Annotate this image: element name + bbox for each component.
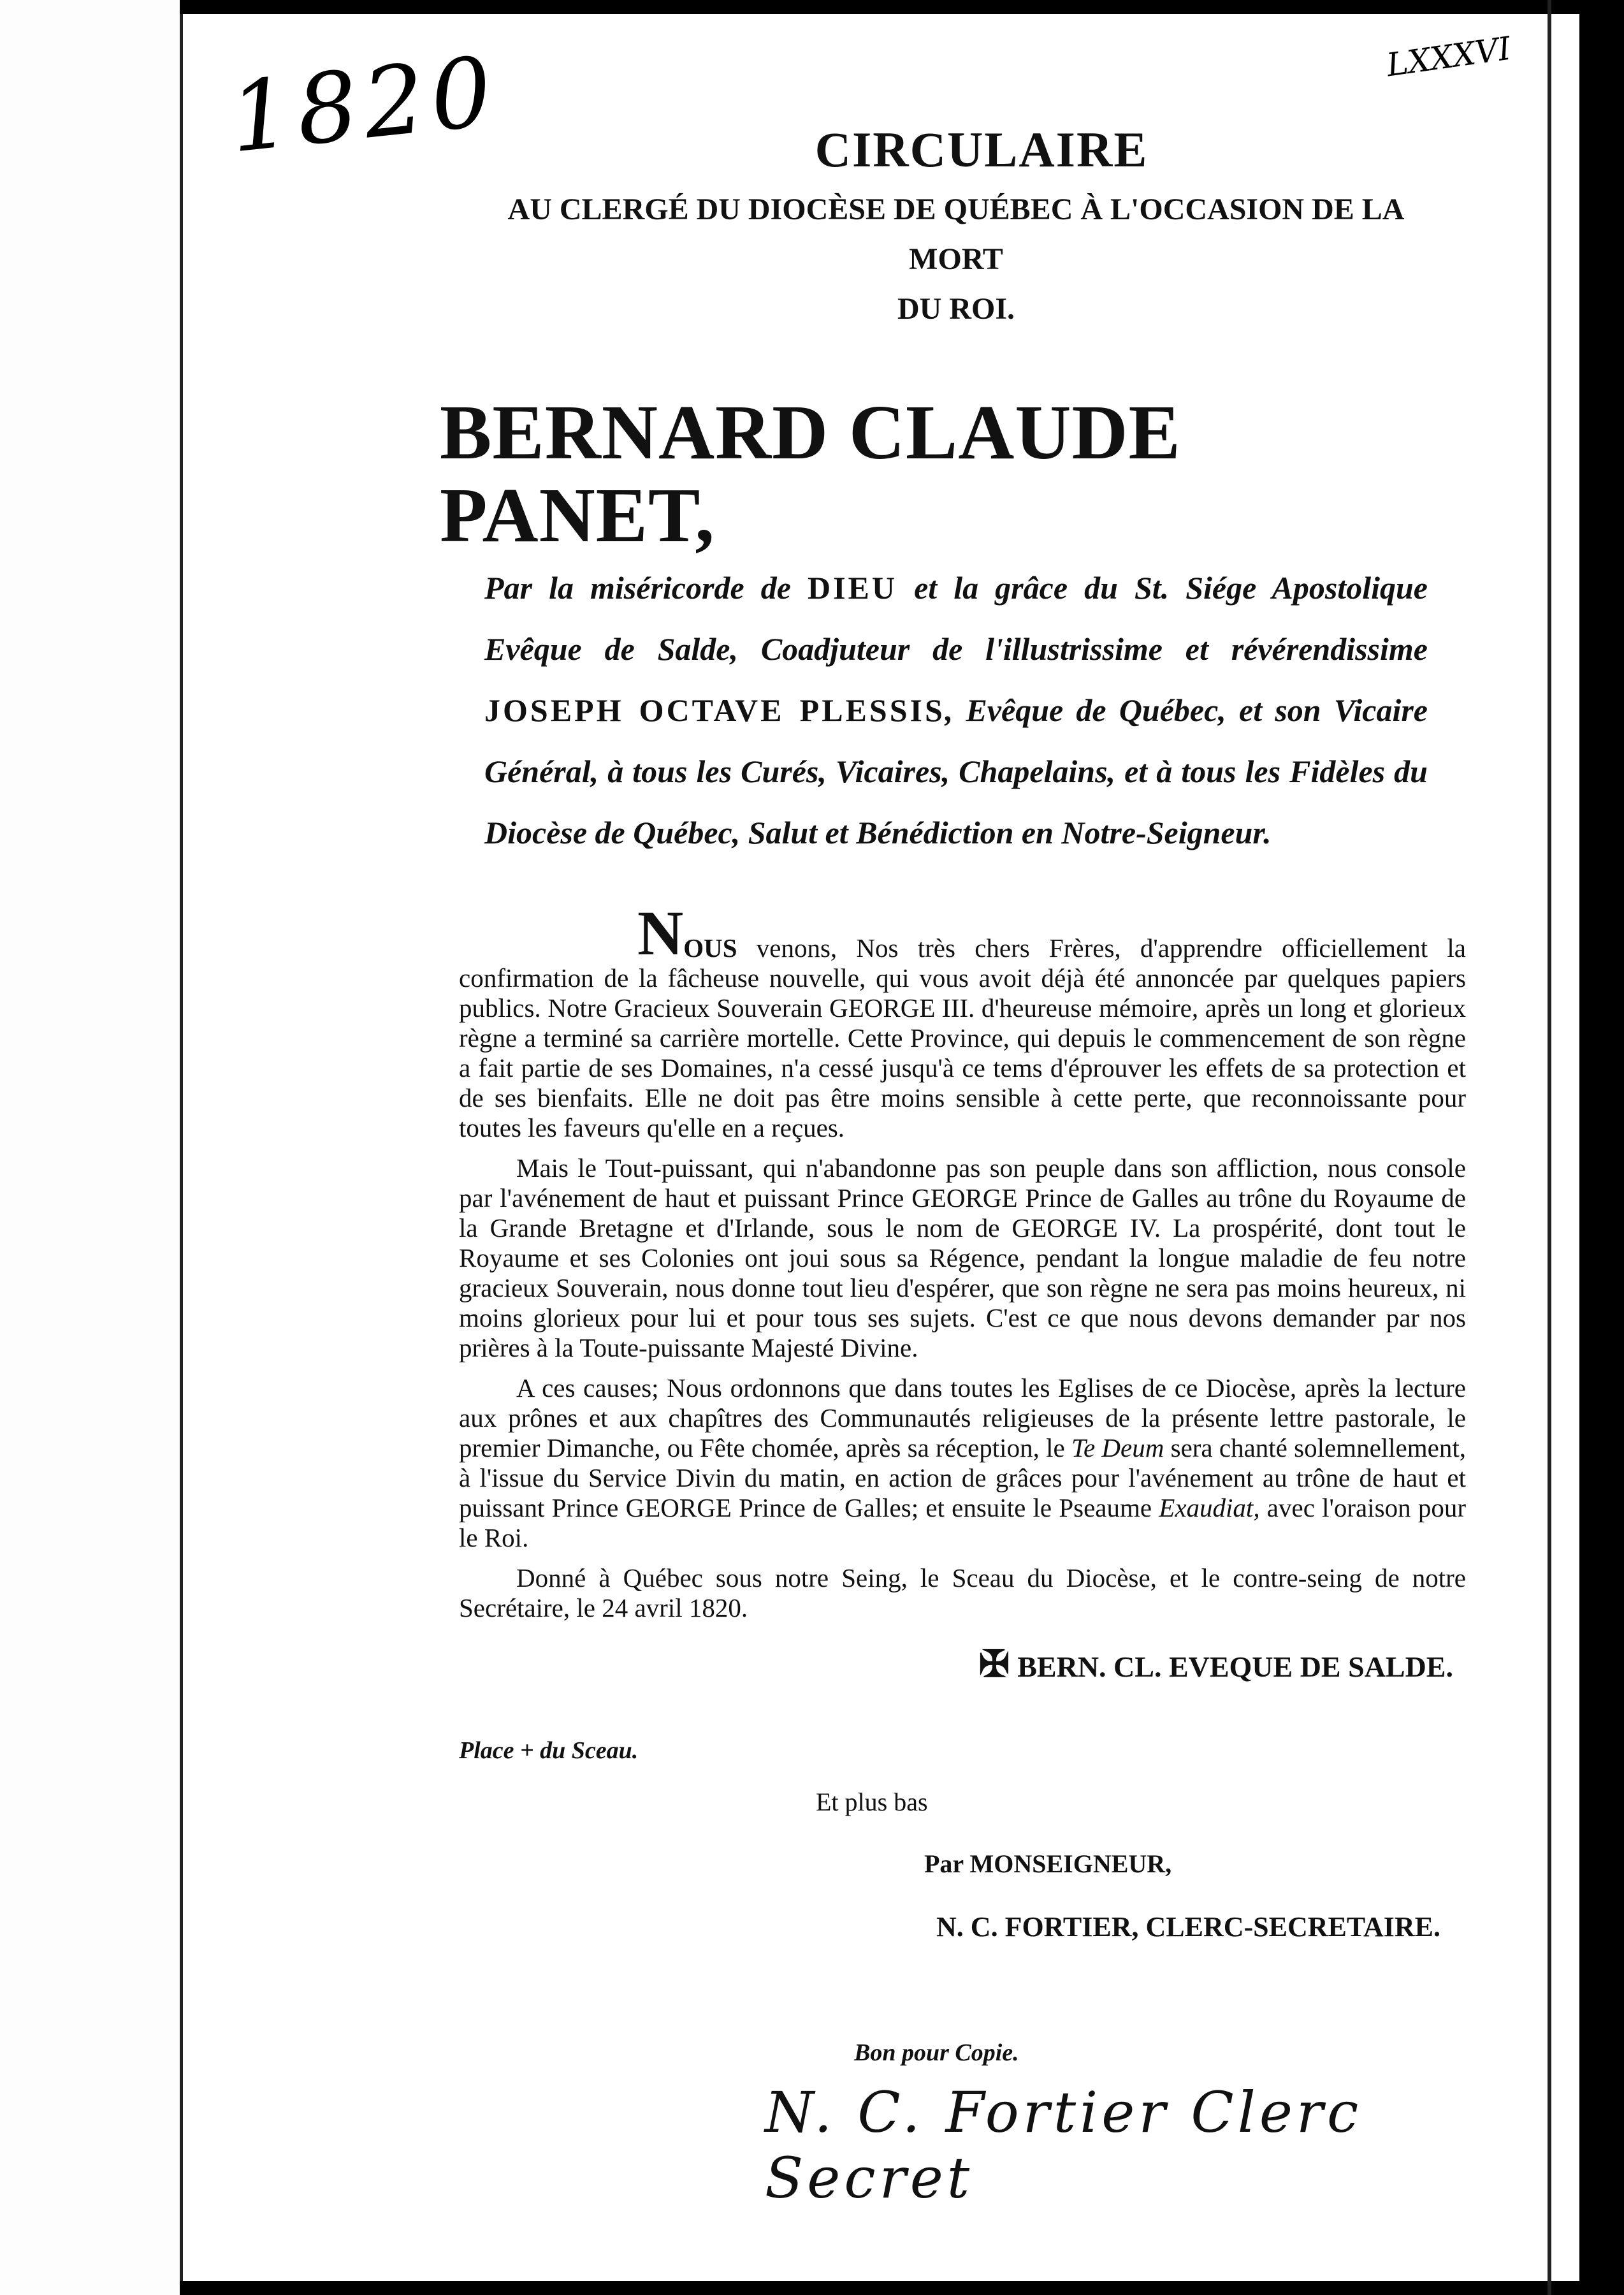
document-content bbox=[433, 121, 1466, 2211]
cross-icon: ✠ bbox=[978, 1643, 1010, 1685]
bishop-signature bbox=[433, 1642, 1453, 1686]
par-monseigneur: Par MONSEIGNEUR, bbox=[924, 1849, 1172, 1878]
paragraph-4: Donné à Québec sous notre Seing, le Sceau du Diocèse, et le contre-seing de notre Secrétaire, le 24 avril 1820. bbox=[459, 1563, 1466, 1622]
issuer-intro bbox=[484, 557, 1428, 863]
right-inner-border bbox=[1548, 0, 1551, 2295]
bottom-border bbox=[180, 2281, 1579, 2295]
paragraph-3 bbox=[459, 1373, 1466, 1553]
paragraph-3-part-a: A ces causes; Nous ordonnons que dans toutes les Eglises de ce Diocèse, après la lecture aux prônes et aux chapîtres des Communautés religieuses de la présente lettre pastorale, le premier Dimanche, ou Fête chomée, après sa réception, le bbox=[459, 1373, 1466, 1462]
drop-cap: N bbox=[637, 898, 684, 968]
intro-part-1: Par la miséricorde de bbox=[484, 570, 808, 606]
right-edge bbox=[1579, 0, 1624, 2295]
document-subtitle bbox=[433, 185, 1453, 334]
top-border bbox=[180, 0, 1579, 14]
fold-line bbox=[180, 0, 183, 2295]
document-title: CIRCULAIRE bbox=[815, 122, 1149, 177]
paragraph-1 bbox=[459, 898, 1466, 1143]
subtitle-line-1: AU CLERGÉ DU DIOCÈSE DE QUÉBEC À L'OCCASION DE LA MORT bbox=[507, 193, 1405, 276]
paragraph-1-opening: OUS bbox=[683, 933, 737, 963]
intro-part-2: et la grâce du St. Siége Apostolique Evêque de Salde, Coadjuteur de l'illustrissime et révérendissime bbox=[484, 570, 1428, 667]
handwritten-signature: N. C. Fortier Clerc Secret bbox=[765, 2080, 1363, 2211]
issuer-name: BERNARD CLAUDE PANET, bbox=[440, 390, 1181, 558]
paragraph-3-part-c: avec l'oraison pour le Roi. bbox=[459, 1493, 1466, 1552]
bishop-signature-text: BERN. CL. EVEQUE DE SALDE. bbox=[1017, 1650, 1453, 1683]
document-body bbox=[459, 898, 1466, 1623]
paragraph-2: Mais le Tout-puissant, qui n'abandonne pas son peuple dans son affliction, nous console par l'avénement de haut et puissant Prince GEORGE Prince de Galles au trône du Royaume de la Grande Bretagne et d'Irlande, sous le nom de GEORGE IV. La prospérité, dont tout le Royaume et ses Colonies ont joui sous sa Régence, pendant la longue maladie de feu notre gracieux Souverain, nous donne tout lieu d'espérer, que son règne ne sera pas moins heureux, ni moins glorieux pour lui et pour tous ses sujets. C'est ce que nous devons demander par nos prières à la Toute-puissante Majesté Divine. bbox=[459, 1153, 1466, 1362]
te-deum: Te Deum bbox=[1071, 1433, 1164, 1462]
handwritten-corner-note: LXXXVI bbox=[1384, 29, 1513, 84]
secretary-signature: N. C. FORTIER, CLERC-SECRETAIRE. bbox=[936, 1911, 1440, 1942]
seal-placeholder: Place + du Sceau. bbox=[459, 1737, 639, 1764]
intro-dieu: DIEU bbox=[807, 570, 897, 606]
handwritten-year: 1820 bbox=[224, 36, 504, 175]
subtitle-line-2: DU ROI. bbox=[897, 292, 1015, 326]
exaudiat: Exaudiat, bbox=[1159, 1493, 1260, 1522]
left-blank-leaf bbox=[0, 0, 180, 2295]
paragraph-1-text: venons, Nos très chers Frères, d'apprendre officiellement la confirmation de la fâcheuse nouvelle, qui vous avoit déjà été annoncée par quelques papiers publics. Notre Gracieux Souverain GEORGE III. d'heureuse mémoire, après un long et glorieux règne a terminé sa carrière mortelle. Cette Province, qui depuis le commencement de son règne a fait partie de ses Domaines, n'a cessé jusqu'à ce tems d'éprouver les effets de sa protection et de ses bienfaits. Elle ne doit pas être moins sensible à cette perte, que reconnoissante pour toutes les faveurs qu'elle en a reçues. bbox=[459, 933, 1466, 1142]
intro-part-3: , Evêque de Québec, et son Vicaire Général, à tous les Curés, Vicaires, Chapelains, et à tous les Fidèles du Diocèse de Québec, Salut et Bénédiction en Notre-Seigneur. bbox=[484, 692, 1428, 850]
bon-pour-copie: Bon pour Copie. bbox=[854, 2039, 1019, 2066]
intro-plessis: JOSEPH OCTAVE PLESSIS bbox=[484, 692, 945, 728]
plus-bas-label: Et plus bas bbox=[816, 1788, 928, 1816]
paragraph-3-part-b: sera chanté solemnellement, à l'issue du Service Divin du matin, en action de grâces pour l'avénement au trône de haut et puissant Prince GEORGE Prince de Galles; et ensuite le Pseaume bbox=[459, 1433, 1466, 1522]
